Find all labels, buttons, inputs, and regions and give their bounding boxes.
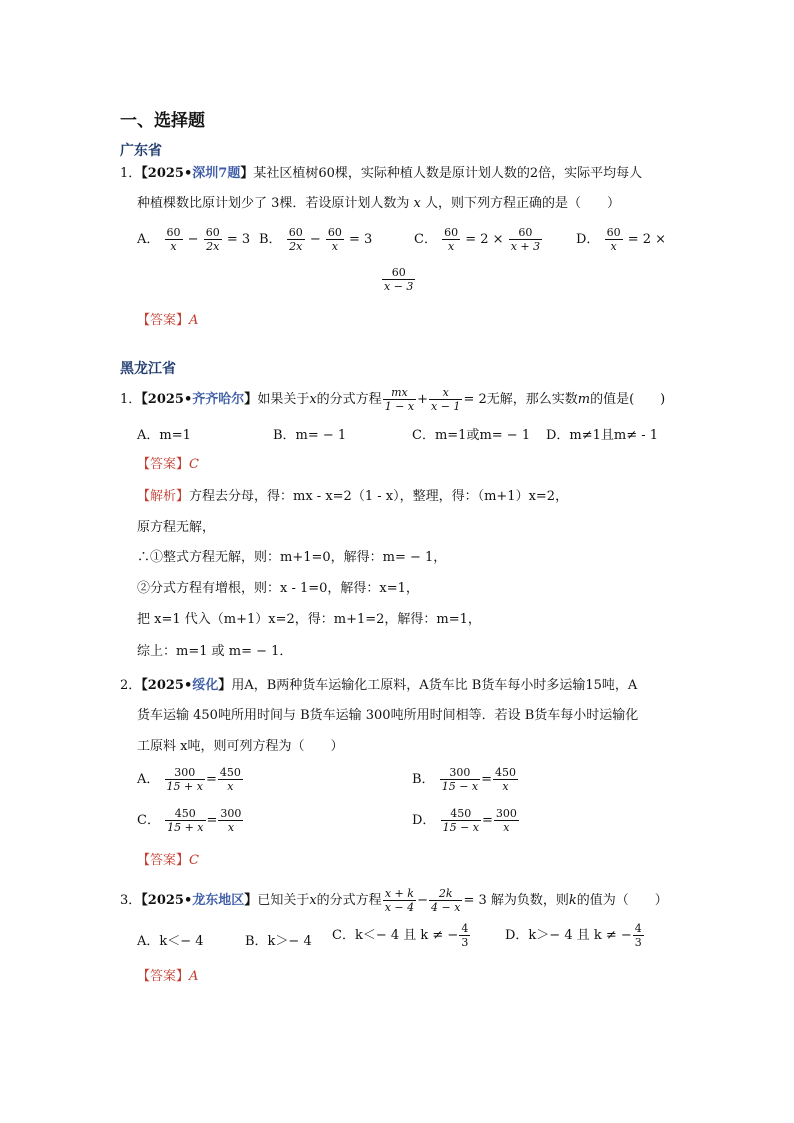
equals: = 2 × (465, 232, 504, 247)
denominator: x + 3 (510, 240, 541, 253)
source-tag-close: 】 (218, 678, 232, 693)
fraction (165, 226, 183, 253)
option-hlj-2-d (412, 807, 520, 834)
numerator: 300 (220, 807, 242, 820)
option-label: B． (412, 772, 435, 787)
numerator: 60 (327, 226, 342, 239)
fraction (429, 887, 462, 914)
option-gd-1-a (137, 226, 250, 253)
fraction (287, 226, 305, 253)
numerator: 60 (382, 266, 415, 280)
question-hlj-3-line1 (120, 887, 668, 914)
operator: + (417, 392, 429, 407)
option-hlj-2-a (137, 766, 244, 793)
analysis-line-3: ∴①整式方程无解，则：m+1=0，解得：m= − 1， (137, 550, 447, 565)
fraction (459, 922, 470, 949)
numerator: 60 (509, 226, 542, 240)
source-tag-name: 齐齐哈尔 (192, 392, 245, 407)
denominator: x (170, 240, 177, 253)
source-tag-name: 龙东地区 (192, 893, 245, 908)
question-number: 1． (120, 166, 142, 181)
option-label: C． (137, 813, 160, 828)
fraction (326, 226, 344, 253)
option-hlj-1-b: B．m= − 1 (273, 428, 347, 443)
fraction (493, 766, 518, 793)
denominator: 15 − x (441, 780, 479, 793)
numerator: 60 (606, 226, 621, 239)
fraction (218, 807, 243, 834)
variable-x: x (309, 392, 317, 407)
fraction (442, 226, 460, 253)
option-label: C． (414, 232, 437, 247)
option-gd-1-b (259, 226, 372, 253)
question-gd-1-line2 (137, 194, 620, 214)
question-gd-1-line1 (120, 164, 642, 184)
denominator: x (610, 240, 617, 253)
option-label: A． (137, 232, 160, 247)
question-text: 的值是( ) (590, 392, 666, 407)
operator: − (309, 232, 321, 247)
option-hlj-2-b (412, 766, 519, 793)
option-hlj-1-d: D．m≠1且m≠ - 1 (546, 428, 659, 443)
numerator: 300 (495, 807, 517, 820)
fraction (633, 922, 644, 949)
answer-value: A (189, 969, 199, 984)
numerator: x + k (383, 887, 416, 901)
option-hlj-2-c (137, 807, 244, 834)
answer-hlj-3 (137, 967, 198, 987)
section-title: 一、选择题 (120, 111, 205, 131)
option-hlj-3-d (505, 922, 645, 949)
fraction (509, 226, 542, 253)
option-hlj-3-a: A．k＜− 4 (137, 934, 204, 949)
numerator: mx (383, 386, 416, 400)
fraction (605, 226, 623, 253)
fraction (383, 887, 416, 914)
question-text: = 3 解为负数，则 (463, 893, 569, 908)
answer-gd-1 (137, 311, 198, 331)
source-tag-open: 【2025• (141, 166, 193, 181)
equals: = 2 × (627, 232, 667, 247)
question-number: 3． (120, 893, 142, 908)
variable-x: x (309, 893, 317, 908)
fraction (441, 807, 481, 834)
option-label: D． (412, 813, 436, 828)
question-text: 如果关于 (257, 392, 310, 407)
numerator: 300 (440, 766, 480, 780)
numerator: 450 (495, 766, 517, 779)
numerator: 450 (165, 807, 205, 821)
source-tag-close: 】 (240, 166, 254, 181)
numerator: 60 (205, 226, 220, 239)
source-tag-open: 【2025• (141, 392, 193, 407)
question-text: 某社区植树60棵，实际种植人数是原计划人数的2倍，实际平均每人 (253, 166, 643, 181)
answer-value: C (189, 853, 199, 868)
analysis-line-4: ②分式方程有增根，则：x - 1=0，解得：x=1， (137, 581, 419, 596)
equals: = (205, 772, 217, 787)
operator: − (417, 893, 429, 908)
denominator: 15 − x (442, 821, 479, 834)
option-hlj-3-b: B．k＞− 4 (245, 934, 312, 949)
province-heading-heilongjiang: 黑龙江省 (120, 361, 176, 377)
question-text: 人，则下列方程正确的是（ ） (425, 196, 621, 211)
equals: = 3 (226, 232, 251, 247)
source-tag-name: 绥化 (192, 678, 219, 693)
denominator: x − 1 (431, 400, 461, 413)
equals: = 3 (349, 232, 373, 247)
numerator: 60 (166, 226, 181, 239)
option-label: B． (259, 232, 282, 247)
option-gd-1-d-continued (381, 266, 416, 293)
denominator: x (503, 821, 510, 834)
denominator: 15 + x (167, 821, 204, 834)
equals: = (481, 772, 493, 787)
fraction (382, 266, 415, 293)
answer-hlj-1 (137, 455, 199, 475)
operator: − (187, 232, 199, 247)
numerator: 2k (429, 887, 462, 901)
denominator: 2x (206, 240, 220, 253)
variable-m: m (577, 392, 591, 407)
numerator: x (429, 386, 462, 400)
numerator: 300 (165, 766, 205, 780)
denominator: x − 4 (384, 901, 415, 914)
equals: = (482, 813, 493, 828)
option-hlj-3-c (332, 922, 471, 949)
numerator: 450 (441, 807, 481, 821)
question-text: 的值为（ ） (576, 893, 668, 908)
denominator: 1 − x (384, 400, 415, 413)
denominator: 3 (634, 936, 642, 949)
question-number: 2． (120, 678, 142, 693)
denominator: x (227, 821, 235, 834)
answer-label: 【答案】 (137, 313, 190, 328)
analysis-text: 方程去分母，得：mx - x=2（1 - x），整理，得：（m+1）x=2， (189, 489, 569, 504)
analysis-line-1 (137, 487, 568, 507)
variable-k: k (568, 893, 577, 908)
variable-x: x (409, 196, 426, 211)
option-hlj-1-c: C．m=1或m= − 1 (412, 428, 531, 443)
numerator: 4 (634, 922, 642, 935)
question-text: = 2无解，那么实数 (463, 392, 578, 407)
numerator: 4 (461, 922, 469, 935)
fraction (383, 386, 416, 413)
source-tag-open: 【2025• (141, 893, 193, 908)
analysis-line-2: 原方程无解， (137, 520, 216, 535)
denominator: 3 (461, 936, 469, 949)
question-hlj-2-line3: 工原料 x吨，则可列方程为（ ） (137, 739, 344, 754)
option-gd-1-d (576, 226, 666, 253)
fraction (429, 386, 462, 413)
denominator: 4 − x (431, 901, 461, 914)
answer-label: 【答案】 (137, 853, 190, 868)
question-text: 的分式方程 (316, 392, 382, 407)
fraction (165, 807, 205, 834)
denominator: x (447, 240, 455, 253)
fraction (218, 766, 243, 793)
fraction (494, 807, 519, 834)
source-tag-name: 深圳7题 (192, 166, 241, 181)
denominator: x (502, 780, 509, 793)
numerator: 450 (219, 766, 241, 779)
fraction (440, 766, 480, 793)
answer-value: A (189, 313, 199, 328)
fraction (204, 226, 222, 253)
fraction (165, 766, 205, 793)
numerator: 60 (288, 226, 303, 239)
source-tag-close: 】 (244, 893, 258, 908)
option-text: D．k＞− 4 且 k ≠ − (505, 928, 632, 943)
denominator: x − 3 (384, 280, 414, 293)
answer-label: 【答案】 (137, 969, 190, 984)
denominator: x (331, 240, 338, 253)
answer-hlj-2 (137, 851, 199, 871)
option-hlj-1-a: A．m=1 (137, 428, 191, 443)
source-tag-close: 】 (244, 392, 258, 407)
analysis-line-5: 把 x=1 代入（m+1）x=2，得：m+1=2，解得：m=1， (137, 612, 481, 627)
answer-label: 【答案】 (137, 457, 190, 472)
denominator: x (227, 780, 234, 793)
answer-value: C (189, 457, 199, 472)
numerator: 60 (444, 226, 459, 239)
question-text: 用A，B两种货车运输化工原料，A货车比 B货车每小时多运输15吨，A (231, 678, 638, 693)
source-tag-open: 【2025• (141, 678, 193, 693)
question-number: 1． (120, 392, 142, 407)
option-text: C．k＜− 4 且 k ≠ − (332, 928, 459, 943)
question-hlj-1-line1 (120, 386, 665, 413)
option-gd-1-c (414, 226, 543, 253)
question-text: 种植棵数比原计划少了 3棵．若设原计划人数为 (137, 196, 410, 211)
question-text: 已知关于 (257, 893, 310, 908)
denominator: 2x (289, 240, 303, 253)
question-hlj-2-line1 (120, 676, 637, 696)
equals: = (206, 813, 218, 828)
analysis-line-6: 综上：m=1 或 m= − 1． (137, 644, 293, 659)
province-heading-guangdong: 广东省 (120, 143, 162, 159)
option-label: A． (137, 772, 160, 787)
denominator: 15 + x (166, 780, 203, 793)
question-hlj-2-line2: 货车运输 450吨所用时间与 B货车运输 300吨所用时间相等．若设 B货车每小时运输化 (137, 708, 639, 723)
question-text: 的分式方程 (316, 893, 382, 908)
analysis-label: 【解析】 (137, 489, 190, 504)
option-label: D． (576, 232, 600, 247)
